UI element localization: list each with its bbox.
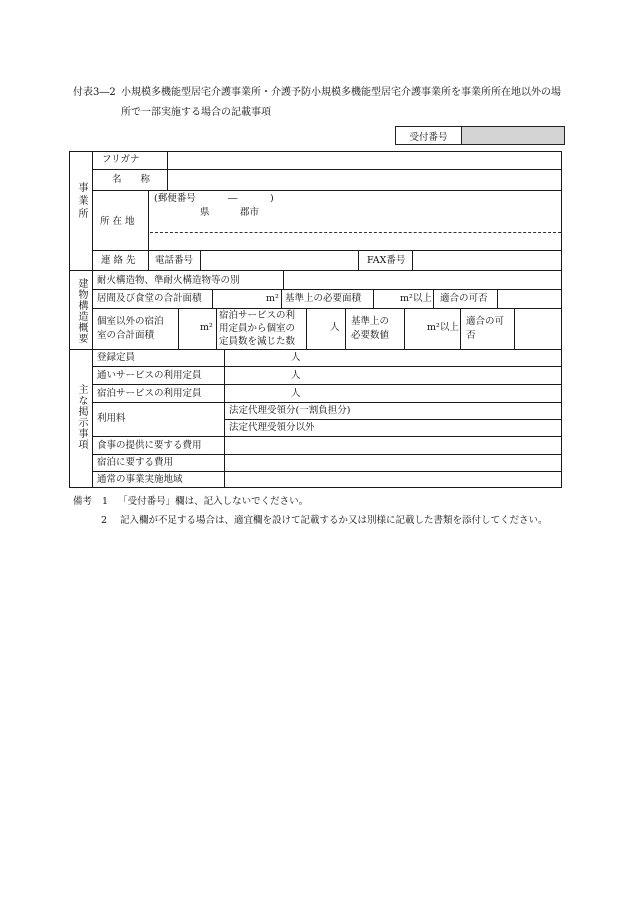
note-1 [73,493,308,507]
building-section-label: 建物構造概要 [76,278,87,344]
suitability-field[interactable] [498,290,561,307]
furigana-field[interactable] [168,152,561,168]
suitability2-label-1: 適合の可 [466,316,505,327]
service-area-label: 通常の事業実施地域 [97,474,183,485]
overnight-capacity-label: 宿泊サービスの利用定員 [97,388,202,399]
fire-resistant-label: 耐火構造物、準耐火構造物等の別 [97,275,240,286]
title-line-2: 所で一部実施する場合の記載事項 [121,107,271,118]
note-2 [101,512,548,526]
furigana-label: フリガナ [102,154,140,165]
non-private-area-field[interactable] [179,309,199,348]
meal-fee-field[interactable] [225,437,561,453]
registered-capacity-field[interactable] [225,350,285,365]
living-dining-unit: m² [266,293,279,304]
suitability2-field[interactable] [515,309,561,348]
living-dining-area-label: 居間及び食堂の合計面積 [97,293,202,304]
phone-label: 電話番号 [155,255,194,266]
suitability2-label-2: 否 [466,330,476,341]
living-dining-area-field[interactable] [213,290,265,307]
day-capacity-label: 通いサービスの利用定員 [97,370,202,381]
fire-resistant-field[interactable] [284,271,561,288]
fax-label: FAX番号 [367,255,406,266]
office-name-field[interactable] [168,170,561,189]
office-section-label: 事業所 [76,182,87,221]
required-area-label: 基準上の必要面積 [285,293,362,304]
service-area-field[interactable] [225,472,561,487]
prefecture-label: 県 [200,207,210,218]
form-title [73,83,563,123]
suitability-label: 適合の可否 [440,293,488,304]
address-label: 所 在 地 [100,216,135,227]
registered-capacity-label: 登録定員 [97,352,136,363]
non-private-area-label-2: 室の合計面積 [97,330,155,341]
meal-fee-label: 食事の提供に要する費用 [97,440,202,451]
required-area-field[interactable] [374,290,398,307]
lodging-fee-field[interactable] [225,455,561,470]
address-field[interactable] [150,218,560,248]
note-1-text: 「受付番号」欄は、記入しないでください。 [118,496,309,507]
day-capacity-unit: 人 [291,370,301,381]
overnight-capacity-field[interactable] [225,385,285,401]
note-2-number: 2 [101,515,108,526]
fax-field[interactable] [413,251,561,269]
required-value-label-2: 必要数値 [351,330,390,341]
non-private-area-unit: m² [200,322,213,333]
overnight-capacity-unit: 人 [291,388,301,399]
fee-label: 利用料 [97,413,126,424]
title-line-1: 小規模多機能型居宅介護事業所・介護予防小規模多機能型居宅介護事業所を事業所所在地以外の場 [121,87,561,98]
phone-field[interactable] [201,251,356,269]
overnight-unit: 人 [330,322,340,333]
overnight-label-2: 用定員から個室の [219,323,296,334]
overnight-field[interactable] [307,309,327,348]
reception-number-field[interactable] [462,127,565,145]
notes-prefix: 備考 [73,496,93,507]
legal-receipt-label: 法定代理受領分(一割負担分) [229,405,351,416]
non-legal-receipt-label: 法定代理受領分以外 [229,422,315,433]
reception-number-box [395,126,565,145]
postal-prefix: (郵便番号 [154,193,196,204]
postal-dash: ― [228,193,238,204]
city-label: 郡市 [240,207,260,218]
note-2-text: 記入欄が不足する場合は、適宜欄を設けて記載するか又は別様に記載した書類を添付してください。 [120,515,548,526]
non-private-area-label-1: 個室以外の宿泊 [97,316,164,327]
lodging-fee-label: 宿泊に要する費用 [97,457,174,468]
required-value-label-1: 基準上の [351,316,390,327]
day-capacity-field[interactable] [225,367,285,383]
required-area-unit: m²以上 [400,293,432,304]
note-1-number: 1 [102,496,109,507]
office-name-label: 名 称 [112,174,151,185]
overnight-label-1: 宿泊サービスの利 [219,310,296,321]
required-value-unit: m²以上 [427,322,459,333]
registered-capacity-unit: 人 [291,352,301,363]
form-number: 付表3―2 [73,87,116,98]
required-value-field[interactable] [405,309,425,348]
postal-suffix: ) [270,193,274,204]
overnight-label-3: 定員数を減じた数 [219,336,296,347]
reception-number-label: 受付番号 [396,127,462,145]
contact-label: 連 絡 先 [101,255,136,266]
main-section-label: 主な掲示事項 [76,384,87,450]
